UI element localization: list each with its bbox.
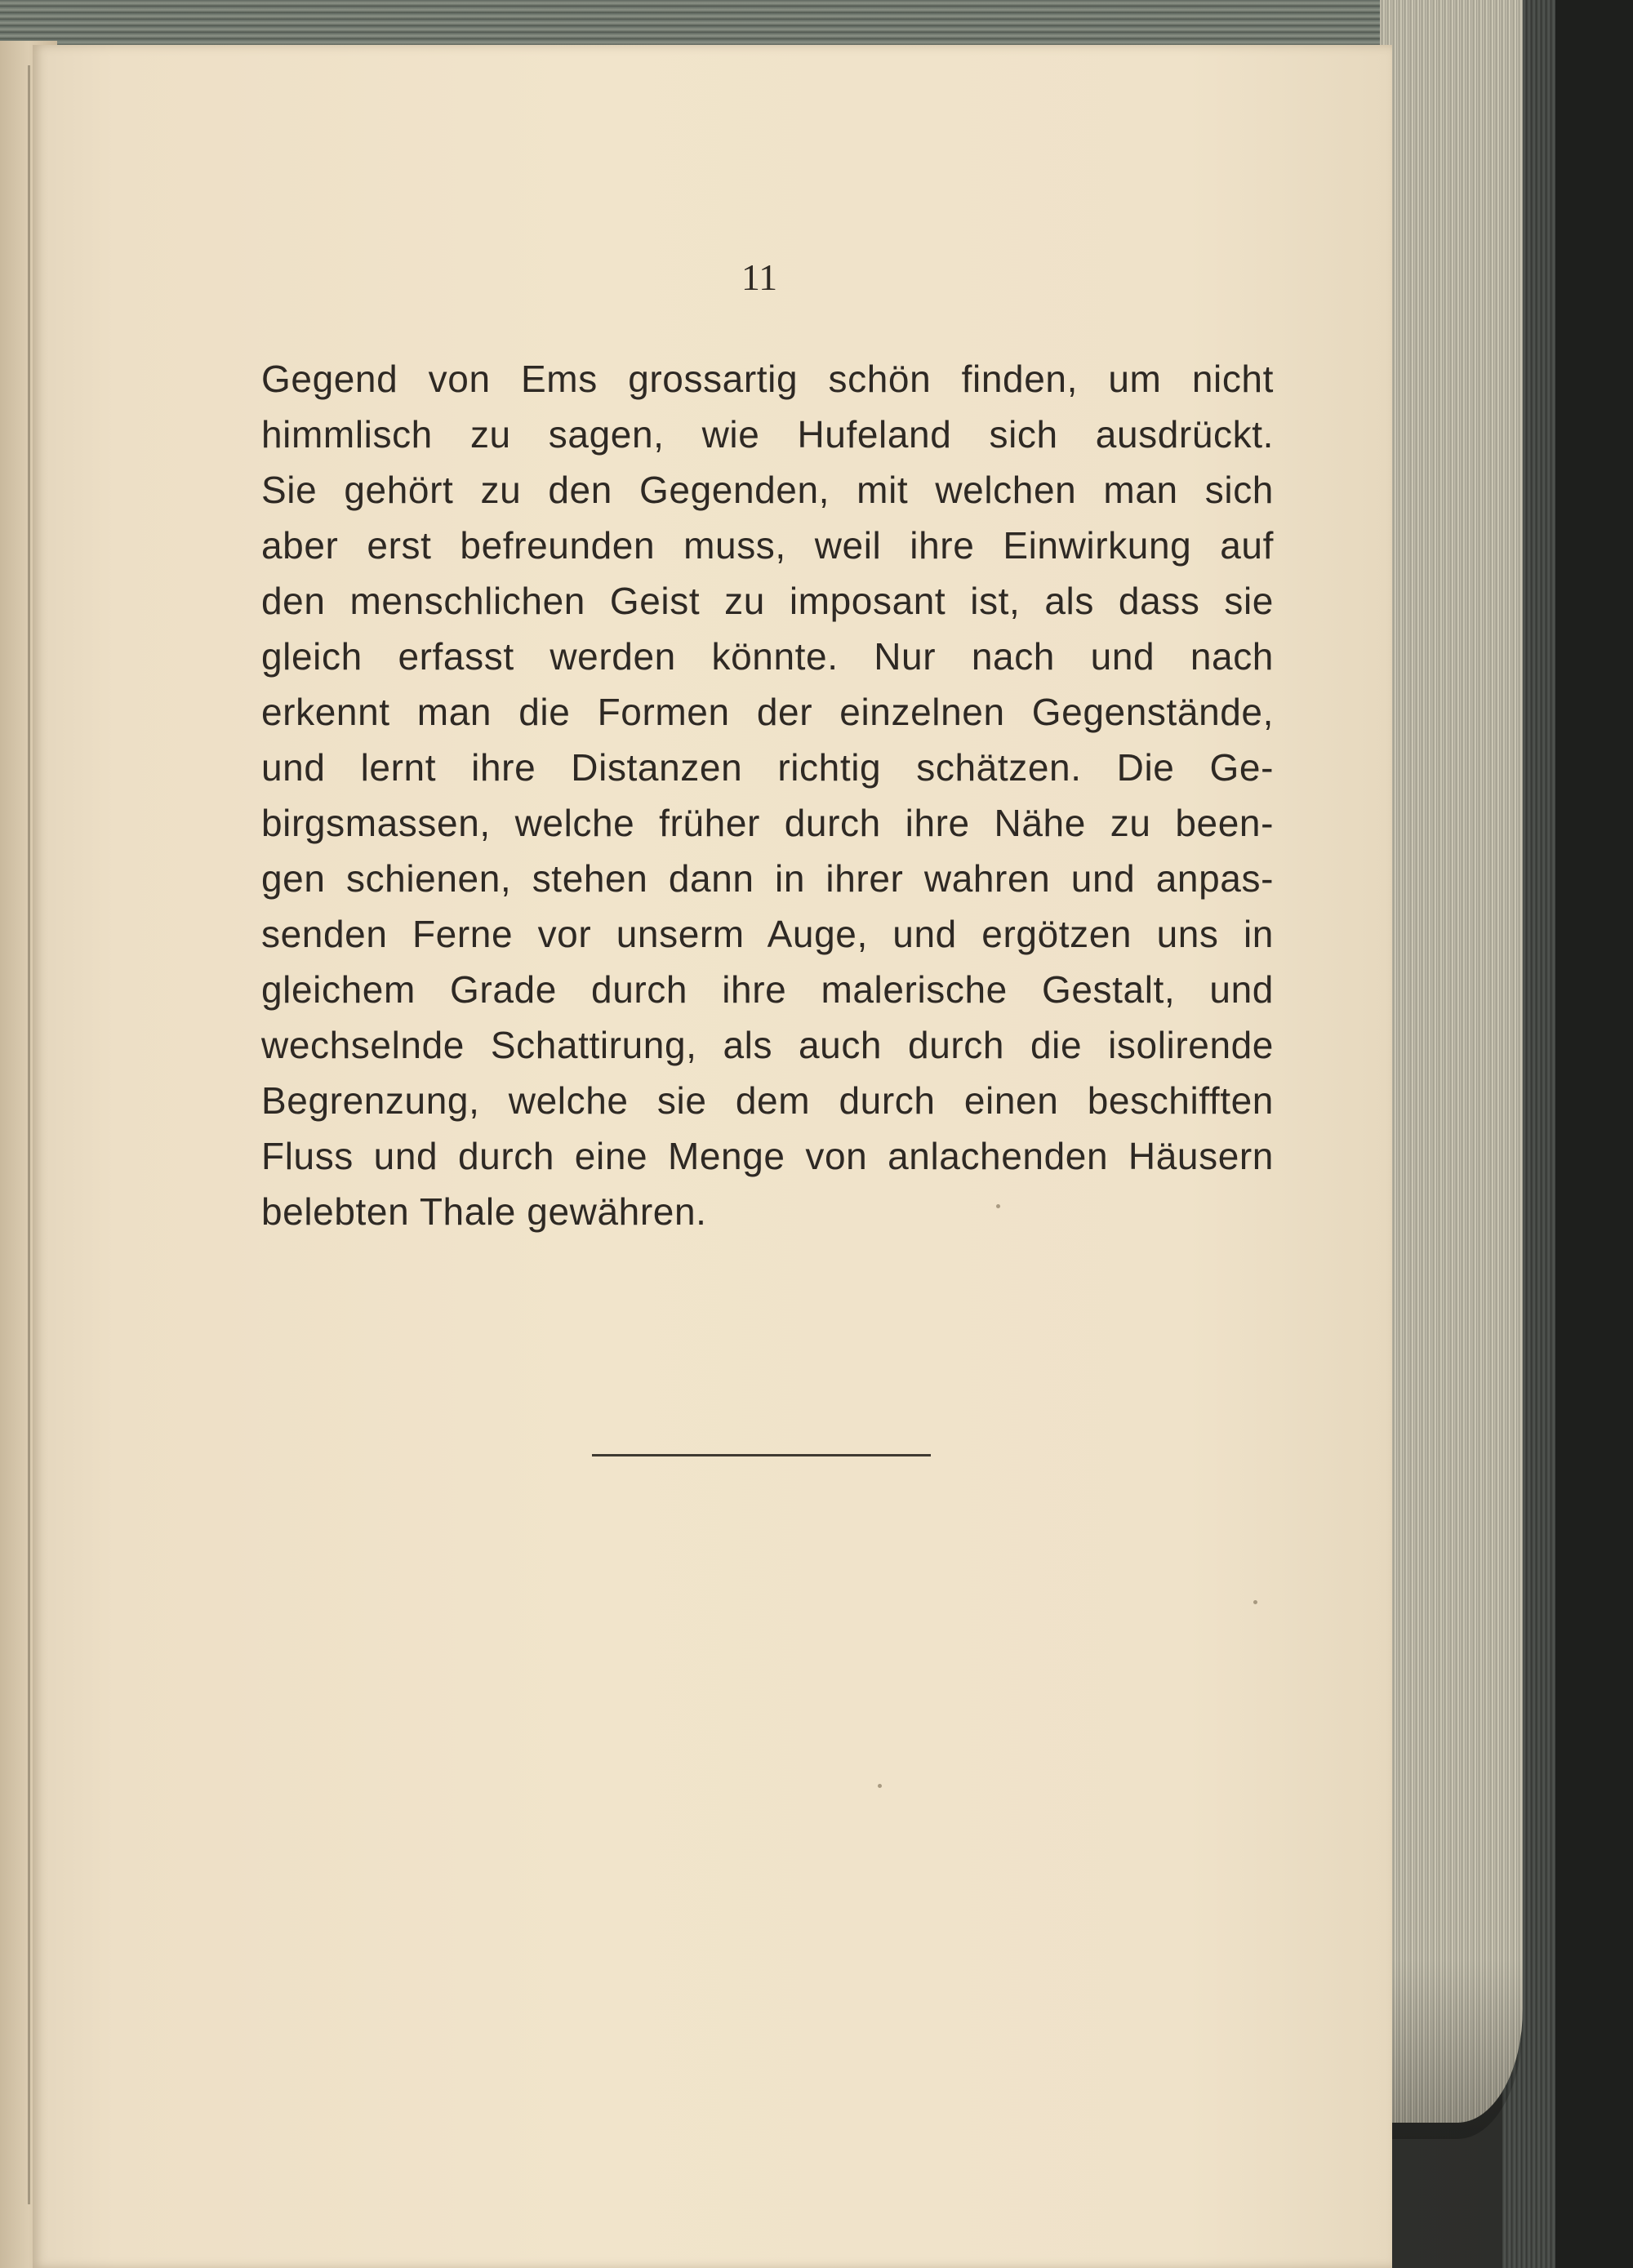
paper-speck xyxy=(1253,1600,1257,1604)
text-line: den menschlichen Geist zu imposant ist, als dass sie xyxy=(261,580,1274,622)
text-line: birgsmassen, welche früher durch ihre Nähe zu been- xyxy=(261,802,1274,844)
text-line: gleichem Grade durch ihre malerische Gestalt, und xyxy=(261,968,1274,1011)
paper-speck xyxy=(878,1784,882,1788)
paper-speck xyxy=(996,1204,1000,1208)
page-number: 11 xyxy=(741,256,778,298)
gutter-line xyxy=(28,65,30,2204)
body-text xyxy=(261,351,1274,1239)
text-line: gleich erfasst werden könnte. Nur nach und nach xyxy=(261,635,1274,678)
text-line: Begrenzung, welche sie dem durch einen beschifften xyxy=(261,1079,1274,1122)
text-line: senden Ferne vor unserm Auge, und ergötzen uns in xyxy=(261,913,1274,955)
text-line: gen schienen, stehen dann in ihrer wahren und anpas- xyxy=(261,857,1274,900)
book-page xyxy=(33,45,1392,2268)
text-line: aber erst befreunden muss, weil ihre Einwirkung auf xyxy=(261,524,1274,567)
page-stack-edge xyxy=(1380,0,1523,2123)
text-line: erkennt man die Formen der einzelnen Gegenstände, xyxy=(261,691,1274,733)
text-line: Sie gehört zu den Gegenden, mit welchen man sich xyxy=(261,469,1274,511)
text-line: Gegend von Ems grossartig schön finden, um nicht xyxy=(261,358,1274,400)
text-line: und lernt ihre Distanzen richtig schätzen. Die Ge- xyxy=(261,746,1274,789)
section-separator-rule xyxy=(592,1454,931,1456)
dark-backdrop xyxy=(1555,0,1633,2268)
text-line: Fluss und durch eine Menge von anlachenden Häusern xyxy=(261,1135,1274,1177)
text-line: himmlisch zu sagen, wie Hufeland sich ausdrückt. xyxy=(261,413,1274,456)
text-line: belebten Thale gewähren. xyxy=(261,1190,707,1233)
text-line: wechselnde Schattirung, als auch durch die isolirende xyxy=(261,1024,1274,1066)
